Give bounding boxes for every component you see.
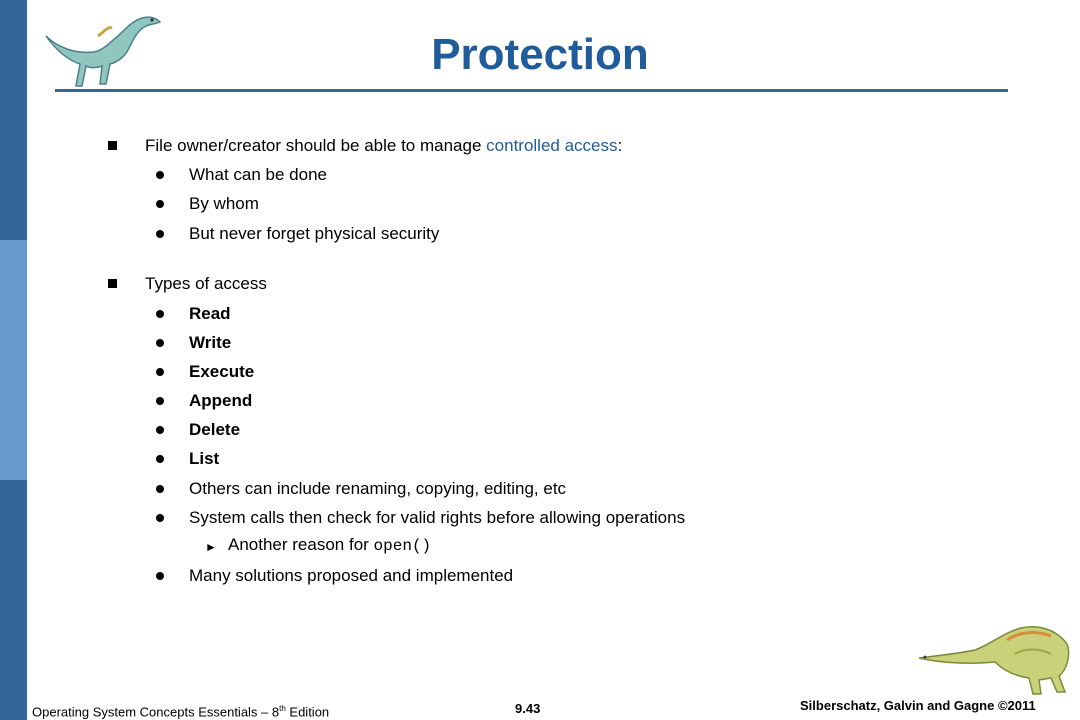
footer-book-title [32, 701, 329, 720]
sub-bullet-list: List [189, 449, 220, 468]
sub-bullet-system-calls: System calls then check for valid rights before allowing operations [189, 508, 686, 527]
round-bullet-icon [156, 455, 164, 463]
bullet-text-end: : [617, 136, 623, 155]
round-bullet-icon [156, 339, 164, 347]
sub-bullet-whom: By whom [189, 194, 259, 213]
sub-sub-bullet-text: Another reason for [228, 535, 374, 554]
footer-edition-text: Edition [285, 704, 330, 720]
dinosaur-bottom-icon [915, 614, 1071, 698]
round-bullet-icon [156, 171, 164, 179]
footer-page-number: 9.43 [515, 701, 541, 716]
sub-bullet-others: Others can include renaming, copying, editing, etc [189, 479, 567, 498]
square-bullet-icon [108, 279, 117, 288]
bullet-text: File owner/creator should be able to manage [145, 136, 487, 155]
round-bullet-icon [156, 514, 164, 522]
round-bullet-icon [156, 572, 164, 580]
sub-bullet-delete: Delete [189, 420, 241, 439]
sub-bullet-read: Read [189, 304, 231, 323]
sub-bullet-append: Append [189, 391, 253, 410]
bullet-controlled-access [145, 136, 622, 156]
round-bullet-icon [156, 485, 164, 493]
sub-bullet-what: What can be done [189, 165, 327, 184]
sub-bullet-write: Write [189, 333, 232, 352]
slide-title: Protection [431, 30, 649, 79]
footer-title-text: Operating System Concepts Essentials – 8 [32, 704, 280, 720]
arrow-bullet-icon: ► [205, 540, 217, 554]
side-bar-middle [0, 240, 27, 480]
sub-bullet-execute: Execute [189, 362, 255, 381]
side-bar [0, 0, 27, 720]
footer-copyright: Silberschatz, Galvin and Gagne ©2011 [800, 698, 1036, 713]
bullet-types-of-access: Types of access [145, 274, 267, 293]
code-open: open() [373, 537, 432, 555]
sub-sub-bullet-open [228, 535, 431, 556]
title-underline [55, 89, 1008, 92]
round-bullet-icon [156, 368, 164, 376]
round-bullet-icon [156, 426, 164, 434]
sub-bullet-many-solutions: Many solutions proposed and implemented [189, 566, 514, 585]
side-bar-bottom [0, 480, 27, 720]
sub-bullet-physical-security: But never forget physical security [189, 224, 440, 243]
round-bullet-icon [156, 230, 164, 238]
round-bullet-icon [156, 310, 164, 318]
round-bullet-icon [156, 200, 164, 208]
square-bullet-icon [108, 141, 117, 150]
footer-edition-sup: th [279, 704, 286, 713]
round-bullet-icon [156, 397, 164, 405]
highlight-text: controlled access [486, 136, 618, 155]
